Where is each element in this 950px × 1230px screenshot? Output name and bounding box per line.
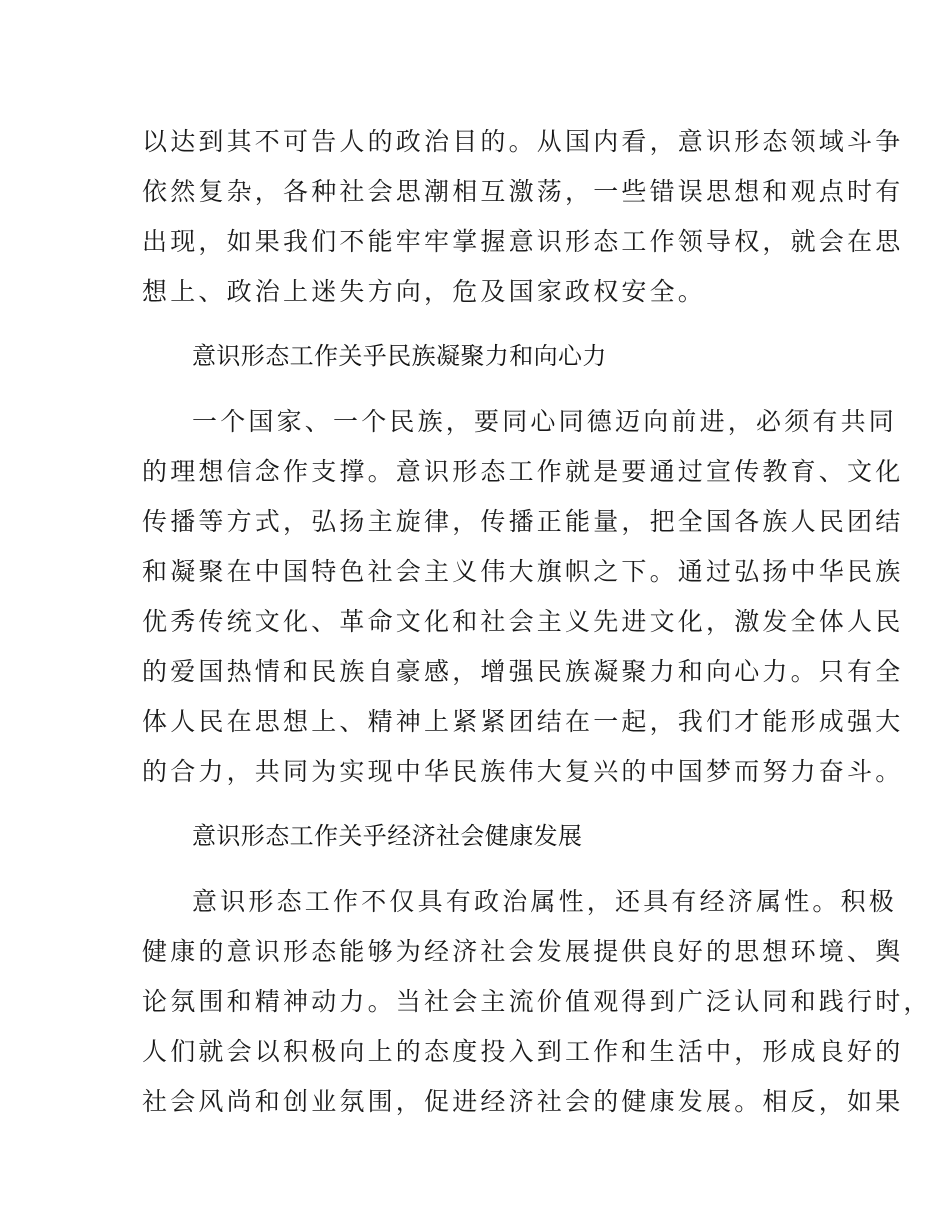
paragraph-3-line-1: 意识形态工作不仅具有政治属性，还具有经济属性。积极 bbox=[192, 887, 898, 916]
paragraph-2-line-7: 体人民在思想上、精神上紧紧团结在一起，我们才能形成强大 bbox=[142, 707, 904, 736]
paragraph-2-line-1: 一个国家、一个民族，要同心同德迈向前进，必须有共同 bbox=[192, 407, 898, 436]
paragraph-1-line-2: 依然复杂，各种社会思潮相互激荡，一些错误思想和观点时有 bbox=[142, 177, 904, 206]
paragraph-3-line-3: 论氛围和精神动力。当社会主流价值观得到广泛认同和践行时， bbox=[142, 987, 932, 1016]
paragraph-1-line-3: 出现，如果我们不能牢牢掌握意识形态工作领导权，就会在思 bbox=[142, 227, 904, 256]
paragraph-3-line-5: 社会风尚和创业氛围，促进经济社会的健康发展。相反，如果 bbox=[142, 1087, 904, 1116]
paragraph-2-line-4: 和凝聚在中国特色社会主义伟大旗帜之下。通过弘扬中华民族 bbox=[142, 557, 904, 586]
paragraph-2-line-6: 的爱国热情和民族自豪感，增强民族凝聚力和向心力。只有全 bbox=[142, 657, 904, 686]
paragraph-2-line-3: 传播等方式，弘扬主旋律，传播正能量，把全国各族人民团结 bbox=[142, 507, 904, 536]
paragraph-2-line-2: 的理想信念作支撑。意识形态工作就是要通过宣传教育、文化 bbox=[142, 457, 904, 486]
paragraph-2-line-8: 的合力，共同为实现中华民族伟大复兴的中国梦而努力奋斗。 bbox=[142, 757, 904, 786]
section-heading-2: 意识形态工作关乎经济社会健康发展 bbox=[192, 822, 583, 850]
paragraph-1-line-1: 以达到其不可告人的政治目的。从国内看，意识形态领域斗争 bbox=[142, 127, 904, 156]
paragraph-3-line-4: 人们就会以积极向上的态度投入到工作和生活中，形成良好的 bbox=[142, 1037, 904, 1066]
paragraph-3-line-2: 健康的意识形态能够为经济社会发展提供良好的思想环境、舆 bbox=[142, 937, 904, 966]
paragraph-1-line-4: 想上、政治上迷失方向，危及国家政权安全。 bbox=[142, 277, 707, 306]
paragraph-2-line-5: 优秀传统文化、革命文化和社会主义先进文化，激发全体人民 bbox=[142, 607, 904, 636]
section-heading-1: 意识形态工作关乎民族凝聚力和向心力 bbox=[192, 342, 607, 370]
